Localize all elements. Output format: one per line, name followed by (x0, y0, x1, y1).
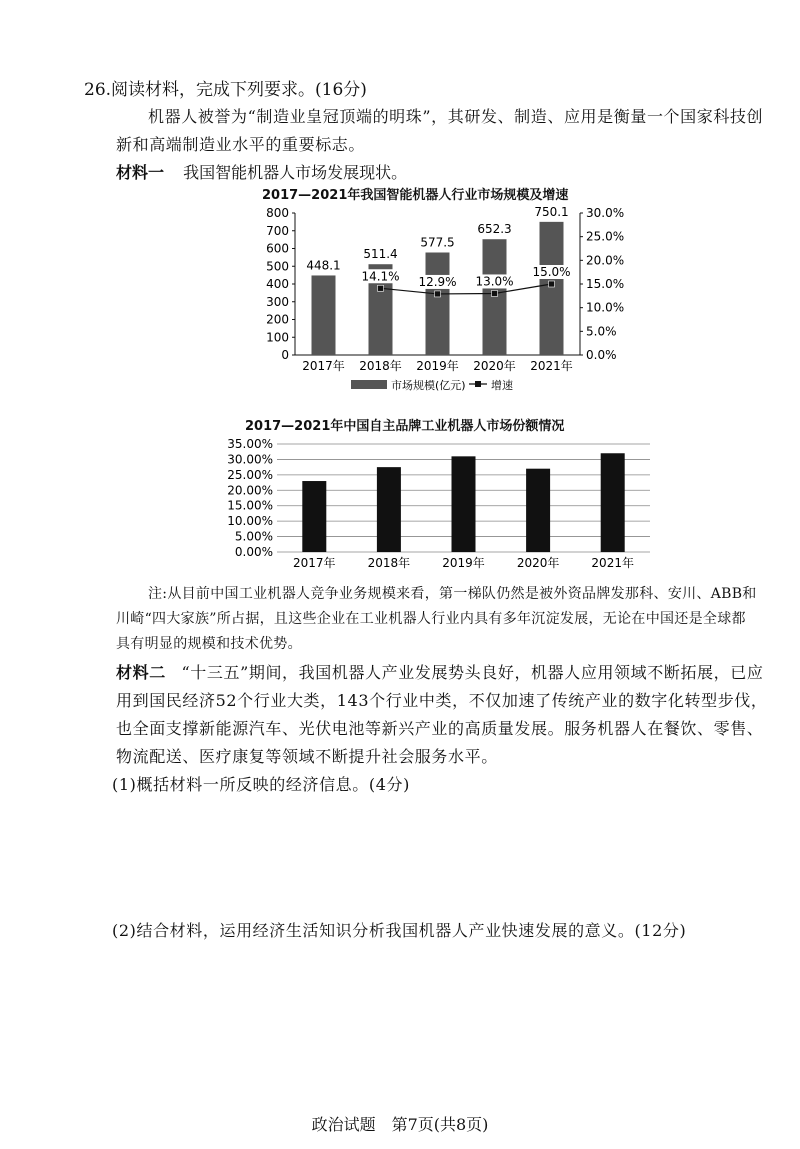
share-bar (302, 481, 326, 552)
right-tick-label: 10.0% (586, 300, 625, 315)
y-tick-label: 35.00% (227, 437, 273, 451)
growth-label: 12.9% (418, 274, 457, 289)
right-tick-label: 0.0% (586, 348, 617, 362)
x-tick-label: 2021年 (530, 359, 573, 373)
growth-label: 13.0% (475, 274, 514, 289)
market-size-label: 577.5 (420, 235, 455, 250)
market-share-chart (215, 436, 660, 576)
share-bar (526, 469, 550, 552)
right-tick-label: 20.0% (586, 253, 625, 268)
material1-text: 我国智能机器人市场发展现状。 (183, 163, 408, 182)
legend-label-growth: 增速 (491, 379, 513, 392)
material2-line-1 (116, 660, 763, 683)
left-tick-label: 400 (266, 277, 289, 291)
market-size-bar (426, 252, 450, 355)
x-tick-label: 2021年 (591, 556, 634, 570)
left-tick-label: 0 (281, 348, 289, 362)
chart1-title: 2017—2021年我国智能机器人行业市场规模及增速 (262, 188, 569, 203)
market-size-bar (540, 222, 564, 355)
note-line-3: 具有明显的规模和技术优势。 (116, 636, 302, 652)
share-bar (452, 456, 476, 552)
intro-line-2: 新和高端制造业水平的重要标志。 (116, 135, 366, 154)
left-tick-label: 700 (266, 223, 289, 238)
market-size-label: 750.1 (534, 205, 569, 219)
x-tick-label: 2019年 (442, 556, 485, 570)
market-size-label: 448.1 (306, 258, 341, 273)
legend-swatch-market-size (351, 380, 387, 389)
material2-line-3: 也全面支撑新能源汽车、光伏电池等新兴产业的高质量发展。服务机器人在餐饮、零售、 (116, 719, 764, 738)
market-size-chart (255, 205, 630, 405)
left-tick-label: 300 (266, 294, 289, 309)
left-tick-label: 600 (266, 241, 289, 256)
right-tick-label: 30.0% (586, 206, 625, 220)
legend-marker-growth (475, 381, 481, 387)
intro-line-1: 机器人被誉为“制造业皇冠顶端的明珠”，其研发、制造、应用是衡量一个国家科技创 (148, 107, 764, 126)
y-tick-label: 0.00% (234, 545, 273, 559)
growth-point (435, 291, 441, 297)
x-tick-label: 2020年 (473, 359, 516, 373)
right-tick-label: 25.0% (586, 229, 625, 244)
sub-question-2: (2)结合材料，运用经济生活知识分析我国机器人产业快速发展的意义。(12分) (112, 921, 687, 940)
x-tick-label: 2017年 (302, 359, 345, 373)
y-tick-label: 10.00% (227, 514, 273, 529)
market-size-bar (483, 239, 507, 355)
growth-point (549, 281, 555, 287)
x-tick-label: 2018年 (367, 556, 411, 570)
legend-label-market-size: 市场规模(亿元) (391, 379, 466, 392)
y-tick-label: 15.00% (227, 498, 273, 513)
x-tick-label: 2017年 (293, 556, 336, 570)
market-size-label: 652.3 (477, 222, 512, 237)
sub-question-1: (1)概括材料一所反映的经济信息。(4分) (112, 775, 410, 794)
share-bar (601, 453, 625, 552)
material2-text-1: “十三五”期间，我国机器人产业发展势头良好，机器人应用领域不断拓展，已应 (181, 663, 764, 682)
market-size-label: 511.4 (363, 247, 398, 262)
question-header: 26.阅读材料，完成下列要求。(16分) (84, 80, 367, 100)
market-size-bar (312, 275, 336, 355)
y-tick-label: 25.00% (227, 467, 273, 482)
chart2-title: 2017—2021年中国自主品牌工业机器人市场份额情况 (245, 419, 565, 434)
left-tick-label: 800 (266, 206, 289, 220)
growth-point (492, 290, 498, 296)
x-tick-label: 2019年 (416, 359, 459, 373)
growth-label: 14.1% (361, 269, 400, 284)
share-bar (377, 467, 401, 552)
page-footer: 政治试题 第7页(共8页) (311, 1115, 489, 1134)
material2-label: 材料二 (116, 663, 166, 682)
left-tick-label: 100 (266, 330, 289, 345)
growth-point (378, 285, 384, 291)
x-tick-label: 2018年 (359, 359, 402, 373)
y-tick-label: 20.00% (227, 483, 273, 498)
material1-line (116, 160, 407, 183)
note-line-1: 注:从目前中国工业机器人竞争业务规模来看，第一梯队仍然是被外资品牌发那科、安川、ABB和 (148, 586, 757, 602)
y-tick-label: 5.00% (234, 529, 273, 544)
note-line-2: 川崎“四大家族”所占据，且这些企业在工业机器人行业内具有多年沉淀发展，无论在中国还是全球都 (116, 611, 746, 627)
left-tick-label: 200 (266, 312, 289, 327)
growth-line (381, 284, 552, 294)
material2-line-2: 用到国民经济52个行业大类，143个行业中类，不仅加速了传统产业的数字化转型步伐， (116, 691, 768, 710)
material1-label: 材料一 (116, 163, 165, 182)
x-tick-label: 2020年 (516, 556, 560, 570)
right-tick-label: 5.0% (586, 324, 617, 339)
material2-line-4: 物流配送、医疗康复等领域不断提升社会服务水平。 (116, 747, 498, 766)
y-tick-label: 30.00% (227, 452, 273, 467)
left-tick-label: 500 (266, 259, 289, 274)
right-tick-label: 15.0% (586, 277, 625, 291)
growth-label: 15.0% (532, 265, 571, 279)
